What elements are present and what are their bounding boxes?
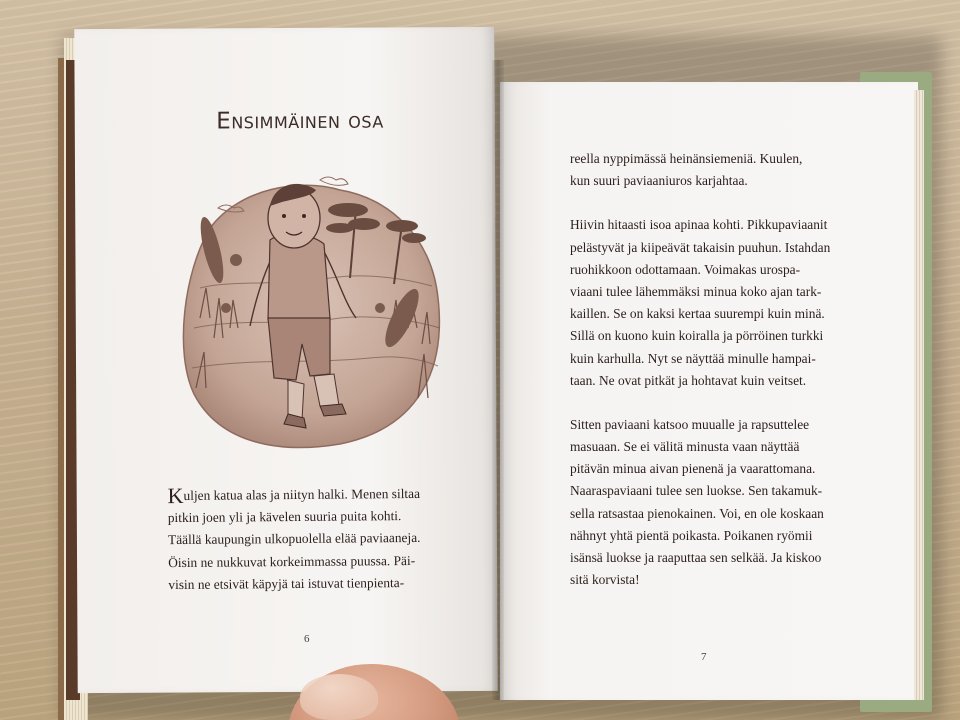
text-line: viaani tulee lähemmäksi minua koko ajan tark- (570, 283, 822, 299)
text-line: Naaraspaviaani tulee sen luokse. Sen takamuk- (570, 483, 823, 499)
left-page-text (168, 483, 421, 596)
text-line: sella ratsastaa pienokainen. Voi, en ole koskaan (570, 505, 824, 521)
drop-cap: K (167, 482, 184, 509)
page-number-left: 6 (304, 633, 310, 645)
text-line: sitä korvista! (570, 572, 640, 588)
text-line: Täällä kaupungin ulkopuolella elää paviaaneja. (167, 530, 421, 548)
text-line: isänsä luokse ja raaputtaa sen selkää. Ja kiskoo (570, 550, 822, 565)
text-line: Öisin ne nukkuvat korkeimmassa puussa. Päi- (168, 552, 416, 570)
boy-in-meadow-illustration (170, 168, 450, 458)
chapter-title: Ensimmäinen osa (216, 107, 384, 135)
book-gutter (492, 60, 504, 700)
text-line: pitävän minua aivan pienenä ja vaarattomana. (570, 461, 816, 477)
text-line: kuin karhulla. Nyt se näyttää minulle hampai- (570, 350, 816, 366)
text-line: kaillen. Se on kaksi kertaa suurempi kuin minä. (570, 306, 825, 322)
text-line (168, 483, 421, 507)
text-line: kun suuri paviaaniuros karjahtaa. (570, 173, 748, 189)
text-line: reella nyppimässä heinänsiemeniä. Kuulen, (570, 151, 803, 166)
right-page-text (570, 148, 830, 591)
thumbnail-nail (300, 674, 378, 720)
text-line-content: uljen katua alas ja niityn halki. Menen siltaa (183, 485, 421, 503)
text-line: pitkin joen yli ja kävelen suuria puita kohti. (167, 508, 402, 526)
page-stack-right (914, 90, 924, 700)
text-line: nähnyt yhtä pientä poikasta. Poikanen ryömii (570, 527, 813, 543)
text-line: Sitten paviaani katsoo muualle ja rapsuttelee (570, 416, 810, 432)
text-line: masuaan. Se ei välitä minusta vaan näyttää (570, 439, 800, 455)
text-line: pelästyvät ja kiipeävät takaisin puuhun. Istahdan (570, 239, 831, 255)
text-line: Hiivin hitaasti isoa apinaa kohti. Pikkupaviaanit (570, 217, 828, 233)
text-line: visin ne etsivät käpyjä tai istuvat tienpienta- (168, 574, 405, 592)
page-number-right: 7 (701, 651, 707, 663)
paragraph-gap (570, 392, 830, 414)
paragraph-gap (570, 192, 830, 214)
text-line: ruohikkoon odottamaan. Voimakas urospa- (570, 261, 801, 277)
text-line: taan. Ne ovat pitkät ja hohtavat kuin veitset. (570, 372, 807, 388)
text-line: Sillä on kuono kuin koiralla ja pörröinen turkki (570, 328, 824, 344)
